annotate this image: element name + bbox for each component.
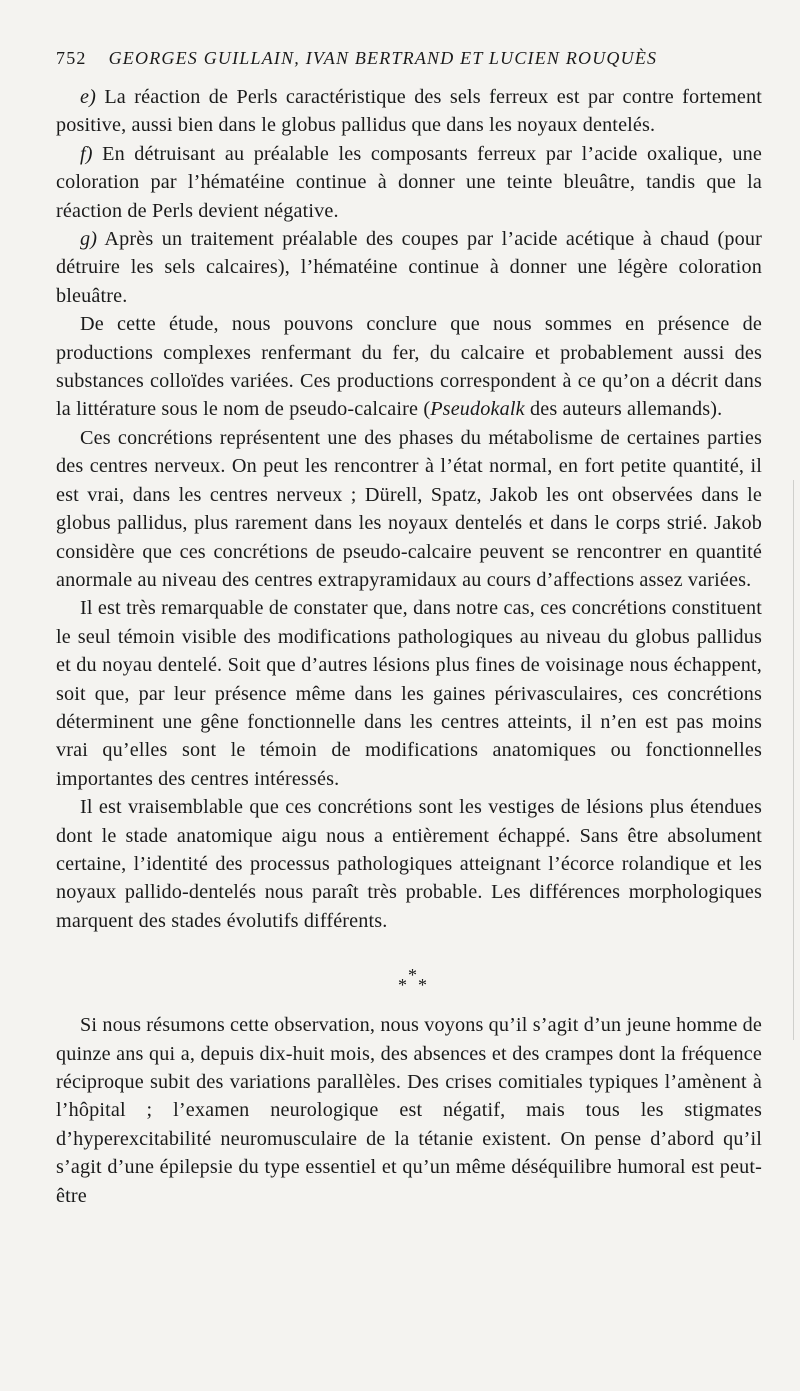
- asterism-star: *: [398, 975, 407, 996]
- item-label-f: f): [80, 142, 93, 165]
- item-label-e: e): [80, 86, 96, 108]
- pseudokalk-term: Pseudokalk: [430, 398, 525, 421]
- item-label-g: g): [80, 228, 98, 251]
- paragraph-conclusion-text-before: De cette étude, nous pouvons conclure que nous sommes en présence de productions complexes renfermant du fer, du calcaire et probablement aussi des substances colloïdes variées. Ces productions correspondent à ce qu’on a décrit dans la littérature sous le nom de pseudo-calcaire (: [56, 313, 762, 421]
- page: [56, 48, 762, 1210]
- asterism: [56, 935, 762, 1005]
- paragraph-resume: Si nous résumons cette observation, nous voyons qu’il s’agit d’un jeune homme de quinze ans qui a, depuis dix-huit mois, des absences et des crampes dont la fréquence réciproque subit des variations parallèles. Des crises comitiales typiques l’amènent à l’hôpital ; l’examen neurologique est négatif, mais tous les stigmates d’hyperexcitabilité neuromusculaire de la tétanie existent. On pense d’abord qu’il s’agit d’une épilepsie du type essentiel et qu’un même déséquilibre humoral est peut-être: [56, 1014, 763, 1207]
- paragraph-f-text: En détruisant au préalable les composants ferreux par l’acide oxalique, une coloration par l’hématéine continue à donner une teinte bleuâtre, tandis que la réaction de Perls devient négative.: [56, 142, 762, 222]
- paragraph-remarquable: Il est très remarquable de constater que, dans notre cas, ces concrétions constituent le seul témoin visible des modifications pathologiques au niveau du globus pallidus et du noyau dentelé. Soit que d’autres lésions plus fines de voisinage nous échappent, soit que, par leur présence même dans les gaines périvasculaires, ces concrétions déterminent une gêne fonctionnelle dans les centres atteints, il n’en est pas moins vrai qu’elles sont le témoin de modifications anatomiques ou fonctionnelles importantes des centres intéressés.: [56, 597, 762, 790]
- asterism-star: *: [418, 975, 427, 996]
- body-text: [56, 83, 762, 1210]
- paragraph-e-text: La réaction de Perls caractéristique des sels ferreux est par contre fortement positive, aussi bien dans le globus pallidus que dans les noyaux dentelés.: [56, 86, 762, 137]
- running-title: GEORGES GUILLAIN, IVAN BERTRAND ET LUCIEN ROUQUÈS: [108, 48, 658, 68]
- paragraph-concretions: Ces concrétions représentent une des phases du métabolisme de certaines parties des centres nerveux. On peut les rencontrer à l’état normal, en fort petite quantité, il est vrai, dans les centres nerveux ; Dürell, Spatz, Jakob les ont observées dans le globus pallidus, plus rarement dans les noyaux dentelés et dans le corps strié. Jakob considère que ces concrétions de pseudo-calcaire peuvent se rencontrer en quantité anormale au niveau des centres extrapyramidaux au cours d’affections assez variées.: [56, 426, 762, 591]
- paragraph-g: [56, 225, 762, 310]
- running-head: [56, 48, 762, 69]
- asterism-star: *: [408, 965, 417, 986]
- paragraph-e: [56, 83, 762, 140]
- paragraph-f: [56, 140, 762, 225]
- paragraph-conclusion-text-after: des auteurs allemands).: [524, 398, 723, 421]
- paragraph-vraisemblable: Il est vraisemblable que ces concrétions sont les vestiges de lésions plus étendues dont le stade anatomique aigu nous a entièrement échappé. Sans être absolument certaine, l’identité des processus pathologiques atteignant l’écorce rolandique et les noyaux pallido-dentelés nous paraît très probable. Les différences morphologiques marquent des stades évolutifs différents.: [56, 796, 762, 932]
- page-number: 752: [56, 48, 87, 68]
- paragraph-conclusion: [56, 310, 762, 424]
- scan-edge-line: [793, 480, 794, 1040]
- paragraph-g-text: Après un traitement préalable des coupes par l’acide acétique à chaud (pour détruire les sels calcaires), l’hématéine continue à donner une légère coloration bleuâtre.: [56, 228, 762, 307]
